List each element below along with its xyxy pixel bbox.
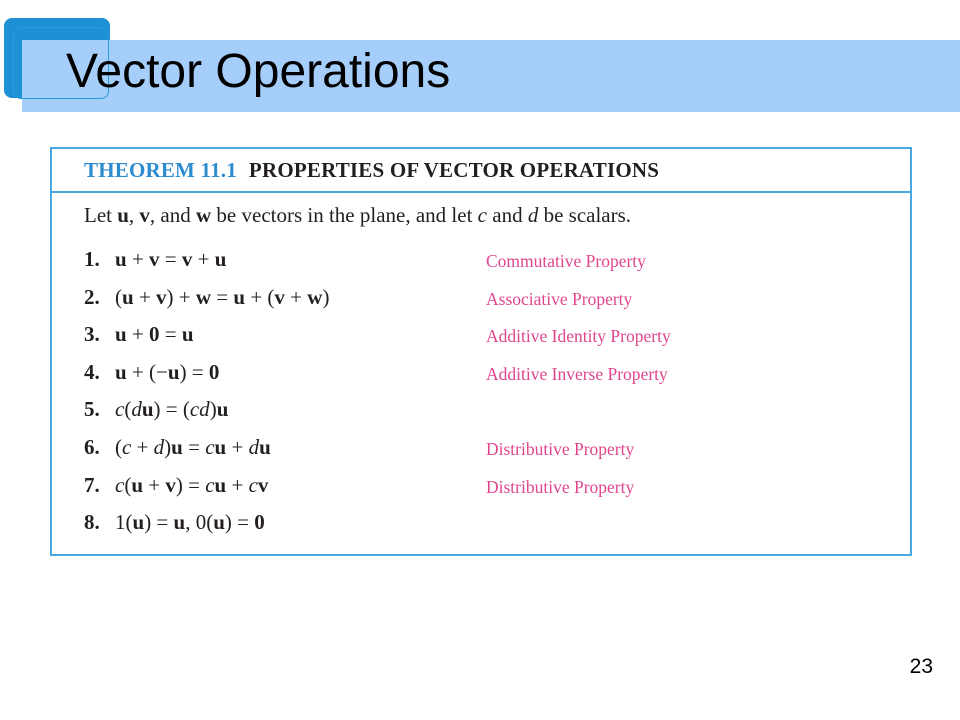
property-number: 3. <box>84 322 100 347</box>
property-number: 4. <box>84 359 100 384</box>
property-name: Commutative Property <box>486 251 646 271</box>
property-row-5 <box>84 397 884 435</box>
property-number: 7. <box>84 472 100 497</box>
property-row-4 <box>84 360 884 398</box>
property-row-7 <box>84 473 884 511</box>
property-row-1 <box>84 247 884 285</box>
theorem-intro: Let u, v, and w be vectors in the plane, and let c and d be scalars. <box>84 203 632 227</box>
property-number: 1. <box>84 247 100 271</box>
property-equation: c(u + v) = cu + cv <box>115 472 269 497</box>
property-equation: (u + v) + w = u + (v + w) <box>115 284 330 309</box>
property-row-8 <box>84 510 884 548</box>
property-equation: u + (−u) = 0 <box>115 359 220 384</box>
property-equation: (c + d)u = cu + du <box>115 434 271 459</box>
property-name: Additive Inverse Property <box>486 363 668 384</box>
property-name: Distributive Property <box>486 476 635 497</box>
property-equation: 1(u) = u, 0(u) = 0 <box>115 510 265 535</box>
property-name: Additive Identity Property <box>486 326 671 347</box>
theorem-box <box>50 147 912 556</box>
property-number: 2. <box>84 284 100 309</box>
property-list <box>84 247 884 548</box>
theorem-header <box>52 149 910 193</box>
property-number: 6. <box>84 434 100 459</box>
property-equation: u + 0 = u <box>115 322 194 347</box>
theorem-number: THEOREM 11.1 <box>84 157 237 182</box>
property-number: 8. <box>84 510 100 535</box>
property-row-6 <box>84 435 884 473</box>
page-number: 23 <box>909 655 933 678</box>
property-equation: c(du) = (cd)u <box>115 397 229 422</box>
property-number: 5. <box>84 397 100 422</box>
property-name: Distributive Property <box>486 438 635 459</box>
property-row-2 <box>84 285 884 323</box>
property-name: Associative Property <box>486 288 633 309</box>
property-equation: u + v = v + u <box>115 247 227 271</box>
theorem-heading: PROPERTIES OF VECTOR OPERATIONS <box>248 157 660 182</box>
property-row-3 <box>84 322 884 360</box>
slide-title: Vector Operations <box>66 45 451 98</box>
